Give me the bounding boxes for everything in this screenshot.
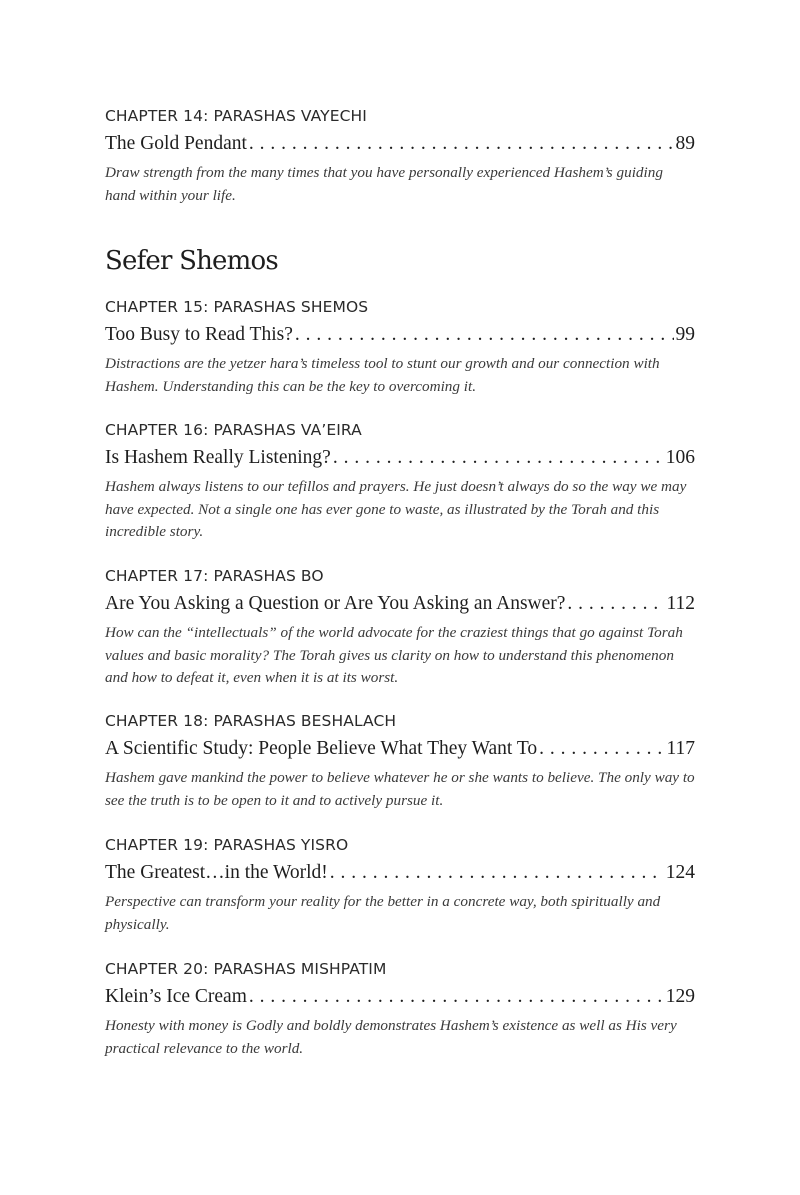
dot-leader — [249, 984, 664, 1010]
toc-entry-chapter-16 — [105, 420, 695, 544]
chapter-summary: Hashem always listens to our tefillos and prayers. He just doesn’t always do so the way we may have expected. Not a single one has ever gone to waste, as illustrated by the Torah and this incredible story. — [105, 478, 687, 540]
chapter-label: CHAPTER 15: PARASHAS SHEMOS — [105, 298, 369, 316]
toc-link[interactable] — [105, 131, 695, 157]
dot-leader — [539, 736, 664, 762]
chapter-title: A Scientific Study: People Believe What They Want To — [105, 738, 538, 759]
dot-leader — [333, 445, 664, 471]
page-number: 106 — [665, 447, 695, 468]
chapter-summary: Distractions are the yetzer hara’s timeless tool to stunt our growth and our connection with Hashem. Understanding this can be the key to overcoming it. — [105, 355, 660, 395]
chapter-title: Klein’s Ice Cream — [105, 986, 247, 1007]
chapter-label: CHAPTER 20: PARASHAS MISHPATIM — [105, 960, 387, 978]
chapter-label: CHAPTER 19: PARASHAS YISRO — [105, 836, 349, 854]
dot-leader — [295, 322, 674, 348]
page-number: 99 — [675, 324, 695, 345]
toc-link[interactable] — [105, 445, 695, 471]
chapter-title: Are You Asking a Question or Are You Asking an Answer? — [105, 593, 566, 614]
chapter-summary: How can the “intellectuals” of the world advocate for the craziest things that go against Torah values and basic morality? The Torah gives us clarity on how to understand this phenomenon and how to defeat it, even when it is at its worst. — [105, 624, 683, 686]
chapter-title: The Greatest…in the World! — [105, 862, 328, 883]
chapter-label: CHAPTER 18: PARASHAS BESHALACH — [105, 712, 397, 730]
chapter-summary: Honesty with money is Godly and boldly demonstrates Hashem’s existence as well as His very practical relevance to the world. — [105, 1017, 677, 1057]
dot-leader — [249, 131, 674, 157]
chapter-summary: Perspective can transform your reality for the better in a concrete way, both spiritually and physically. — [105, 893, 661, 933]
chapter-label: CHAPTER 16: PARASHAS VA’EIRA — [105, 421, 362, 439]
page-number: 124 — [665, 862, 695, 883]
toc-entry-chapter-20 — [105, 959, 695, 1060]
toc-entry-chapter-14 — [105, 106, 695, 207]
toc-entry-chapter-17 — [105, 566, 695, 690]
toc-link[interactable] — [105, 860, 695, 886]
page-number: 89 — [675, 133, 695, 154]
dot-leader — [330, 860, 664, 886]
toc-entry-chapter-18 — [105, 711, 695, 812]
chapter-title: Is Hashem Really Listening? — [105, 447, 331, 468]
chapter-title: Too Busy to Read This? — [105, 324, 293, 345]
dot-leader — [567, 591, 664, 617]
chapter-title: The Gold Pendant — [105, 133, 247, 154]
toc-link[interactable] — [105, 591, 695, 617]
chapter-label: CHAPTER 17: PARASHAS BO — [105, 567, 324, 585]
chapter-label: CHAPTER 14: PARASHAS VAYECHI — [105, 107, 367, 125]
chapter-summary: Hashem gave mankind the power to believe whatever he or she wants to believe. The only way to see the truth is to be open to it and to actively pursue it. — [105, 769, 695, 809]
page-number: 129 — [665, 986, 695, 1007]
toc-link[interactable] — [105, 984, 695, 1010]
section-heading: Sefer Shemos — [105, 246, 278, 276]
page-number: 117 — [666, 738, 695, 759]
chapter-summary: Draw strength from the many times that you have personally experienced Hashem’s guiding hand within your life. — [105, 164, 663, 204]
page-number: 112 — [666, 593, 695, 614]
toc-entry-chapter-15 — [105, 297, 695, 398]
toc-link[interactable] — [105, 736, 695, 762]
toc-entry-chapter-19 — [105, 835, 695, 936]
toc-link[interactable] — [105, 322, 695, 348]
